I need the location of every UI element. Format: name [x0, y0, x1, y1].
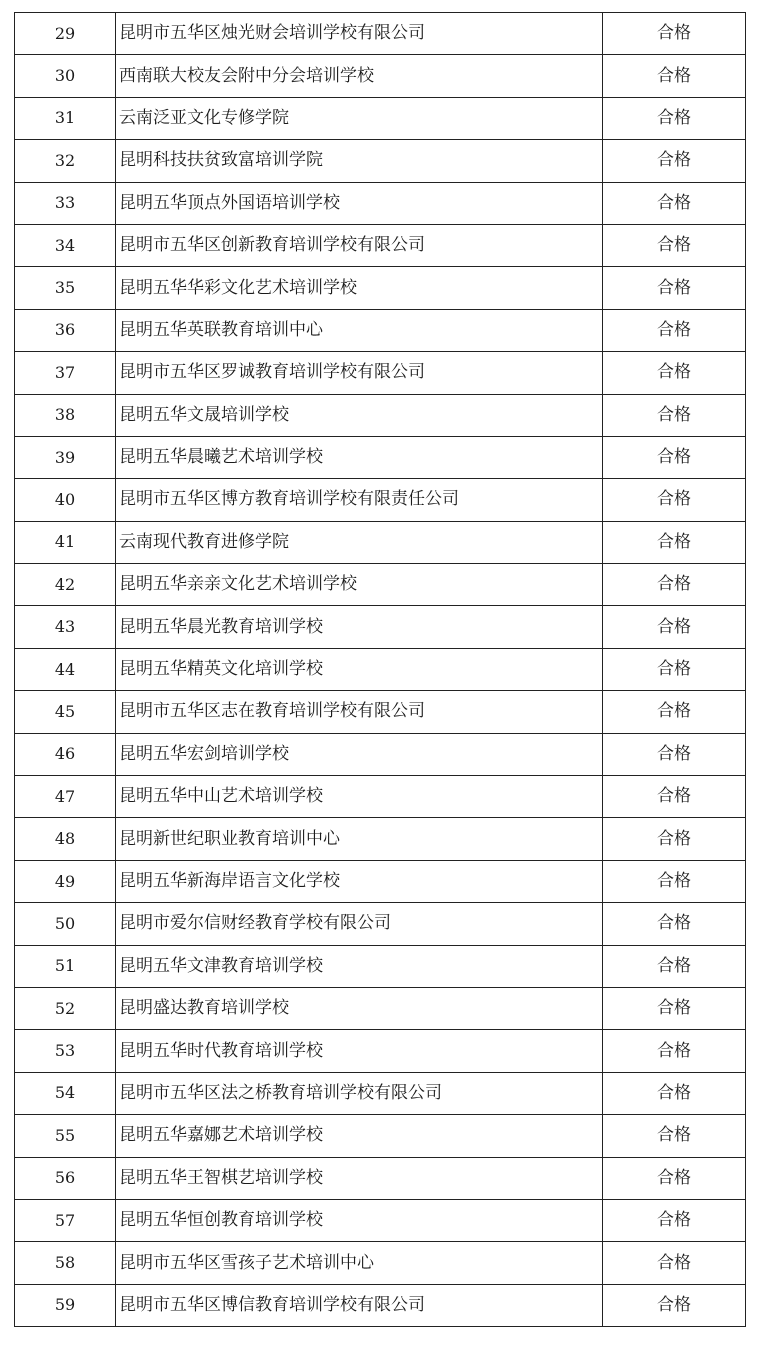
- result-cell: 合格: [603, 818, 746, 860]
- row-number-cell: 57: [15, 1199, 116, 1241]
- row-number-cell: 38: [15, 394, 116, 436]
- result-cell: 合格: [603, 1030, 746, 1072]
- row-number-cell: 43: [15, 606, 116, 648]
- table-row: [15, 1199, 746, 1241]
- school-name-cell: 云南现代教育进修学院: [116, 521, 603, 563]
- school-name-cell: 昆明市五华区博信教育培训学校有限公司: [116, 1284, 603, 1326]
- result-cell: 合格: [603, 352, 746, 394]
- table-row: [15, 648, 746, 690]
- table-row: [15, 352, 746, 394]
- school-name-cell: 昆明五华嘉娜艺术培训学校: [116, 1115, 603, 1157]
- result-cell: 合格: [603, 903, 746, 945]
- table-row: [15, 55, 746, 97]
- result-cell: 合格: [603, 140, 746, 182]
- table-row: [15, 394, 746, 436]
- school-name-cell: 昆明市五华区博方教育培训学校有限责任公司: [116, 479, 603, 521]
- result-cell: 合格: [603, 97, 746, 139]
- row-number-cell: 48: [15, 818, 116, 860]
- table-row: [15, 1242, 746, 1284]
- result-cell: 合格: [603, 224, 746, 266]
- school-name-cell: 云南泛亚文化专修学院: [116, 97, 603, 139]
- school-name-cell: 昆明市五华区创新教育培训学校有限公司: [116, 224, 603, 266]
- result-cell: 合格: [603, 691, 746, 733]
- table-row: [15, 521, 746, 563]
- result-cell: 合格: [603, 521, 746, 563]
- row-number-cell: 59: [15, 1284, 116, 1326]
- row-number-cell: 51: [15, 945, 116, 987]
- result-cell: 合格: [603, 1072, 746, 1114]
- row-number-cell: 55: [15, 1115, 116, 1157]
- row-number-cell: 41: [15, 521, 116, 563]
- row-number-cell: 33: [15, 182, 116, 224]
- table-row: [15, 1284, 746, 1326]
- results-table-container: [14, 12, 745, 1327]
- result-cell: 合格: [603, 945, 746, 987]
- row-number-cell: 52: [15, 987, 116, 1029]
- school-name-cell: 昆明市五华区志在教育培训学校有限公司: [116, 691, 603, 733]
- school-name-cell: 昆明市五华区法之桥教育培训学校有限公司: [116, 1072, 603, 1114]
- row-number-cell: 29: [15, 13, 116, 55]
- results-table: [14, 12, 746, 1327]
- result-cell: 合格: [603, 648, 746, 690]
- result-cell: 合格: [603, 987, 746, 1029]
- school-name-cell: 昆明五华新海岸语言文化学校: [116, 860, 603, 902]
- school-name-cell: 昆明五华顶点外国语培训学校: [116, 182, 603, 224]
- row-number-cell: 53: [15, 1030, 116, 1072]
- table-row: [15, 776, 746, 818]
- table-row: [15, 309, 746, 351]
- row-number-cell: 56: [15, 1157, 116, 1199]
- result-cell: 合格: [603, 1284, 746, 1326]
- result-cell: 合格: [603, 860, 746, 902]
- school-name-cell: 昆明五华英联教育培训中心: [116, 309, 603, 351]
- school-name-cell: 昆明五华精英文化培训学校: [116, 648, 603, 690]
- row-number-cell: 39: [15, 436, 116, 478]
- result-cell: 合格: [603, 182, 746, 224]
- school-name-cell: 昆明五华晨光教育培训学校: [116, 606, 603, 648]
- result-cell: 合格: [603, 479, 746, 521]
- school-name-cell: 西南联大校友会附中分会培训学校: [116, 55, 603, 97]
- result-cell: 合格: [603, 1242, 746, 1284]
- row-number-cell: 58: [15, 1242, 116, 1284]
- school-name-cell: 昆明新世纪职业教育培训中心: [116, 818, 603, 860]
- row-number-cell: 35: [15, 267, 116, 309]
- school-name-cell: 昆明五华文晟培训学校: [116, 394, 603, 436]
- table-row: [15, 818, 746, 860]
- table-row: [15, 987, 746, 1029]
- table-row: [15, 1157, 746, 1199]
- result-cell: 合格: [603, 267, 746, 309]
- school-name-cell: 昆明五华中山艺术培训学校: [116, 776, 603, 818]
- table-row: [15, 733, 746, 775]
- row-number-cell: 44: [15, 648, 116, 690]
- result-cell: 合格: [603, 776, 746, 818]
- table-row: [15, 1115, 746, 1157]
- result-cell: 合格: [603, 55, 746, 97]
- result-cell: 合格: [603, 1115, 746, 1157]
- row-number-cell: 31: [15, 97, 116, 139]
- result-cell: 合格: [603, 564, 746, 606]
- result-cell: 合格: [603, 13, 746, 55]
- result-cell: 合格: [603, 436, 746, 478]
- school-name-cell: 昆明五华王智棋艺培训学校: [116, 1157, 603, 1199]
- school-name-cell: 昆明五华晨曦艺术培训学校: [116, 436, 603, 478]
- table-row: [15, 860, 746, 902]
- school-name-cell: 昆明市五华区雪孩子艺术培训中心: [116, 1242, 603, 1284]
- table-row: [15, 182, 746, 224]
- result-cell: 合格: [603, 606, 746, 648]
- table-row: [15, 224, 746, 266]
- row-number-cell: 46: [15, 733, 116, 775]
- school-name-cell: 昆明市爱尔信财经教育学校有限公司: [116, 903, 603, 945]
- result-cell: 合格: [603, 309, 746, 351]
- school-name-cell: 昆明市五华区罗诚教育培训学校有限公司: [116, 352, 603, 394]
- table-row: [15, 267, 746, 309]
- table-row: [15, 140, 746, 182]
- school-name-cell: 昆明五华华彩文化艺术培训学校: [116, 267, 603, 309]
- table-row: [15, 1030, 746, 1072]
- row-number-cell: 45: [15, 691, 116, 733]
- school-name-cell: 昆明五华亲亲文化艺术培训学校: [116, 564, 603, 606]
- table-row: [15, 13, 746, 55]
- school-name-cell: 昆明市五华区烛光财会培训学校有限公司: [116, 13, 603, 55]
- table-row: [15, 945, 746, 987]
- school-name-cell: 昆明五华文津教育培训学校: [116, 945, 603, 987]
- row-number-cell: 50: [15, 903, 116, 945]
- school-name-cell: 昆明科技扶贫致富培训学院: [116, 140, 603, 182]
- row-number-cell: 37: [15, 352, 116, 394]
- results-table-body: [15, 13, 746, 1327]
- school-name-cell: 昆明五华时代教育培训学校: [116, 1030, 603, 1072]
- table-row: [15, 564, 746, 606]
- result-cell: 合格: [603, 733, 746, 775]
- row-number-cell: 34: [15, 224, 116, 266]
- row-number-cell: 36: [15, 309, 116, 351]
- table-row: [15, 903, 746, 945]
- school-name-cell: 昆明盛达教育培训学校: [116, 987, 603, 1029]
- result-cell: 合格: [603, 1157, 746, 1199]
- table-row: [15, 691, 746, 733]
- table-row: [15, 97, 746, 139]
- table-row: [15, 479, 746, 521]
- row-number-cell: 42: [15, 564, 116, 606]
- result-cell: 合格: [603, 394, 746, 436]
- row-number-cell: 54: [15, 1072, 116, 1114]
- row-number-cell: 49: [15, 860, 116, 902]
- school-name-cell: 昆明五华宏剑培训学校: [116, 733, 603, 775]
- school-name-cell: 昆明五华恒创教育培训学校: [116, 1199, 603, 1241]
- table-row: [15, 1072, 746, 1114]
- table-row: [15, 436, 746, 478]
- row-number-cell: 47: [15, 776, 116, 818]
- result-cell: 合格: [603, 1199, 746, 1241]
- row-number-cell: 40: [15, 479, 116, 521]
- table-row: [15, 606, 746, 648]
- row-number-cell: 30: [15, 55, 116, 97]
- row-number-cell: 32: [15, 140, 116, 182]
